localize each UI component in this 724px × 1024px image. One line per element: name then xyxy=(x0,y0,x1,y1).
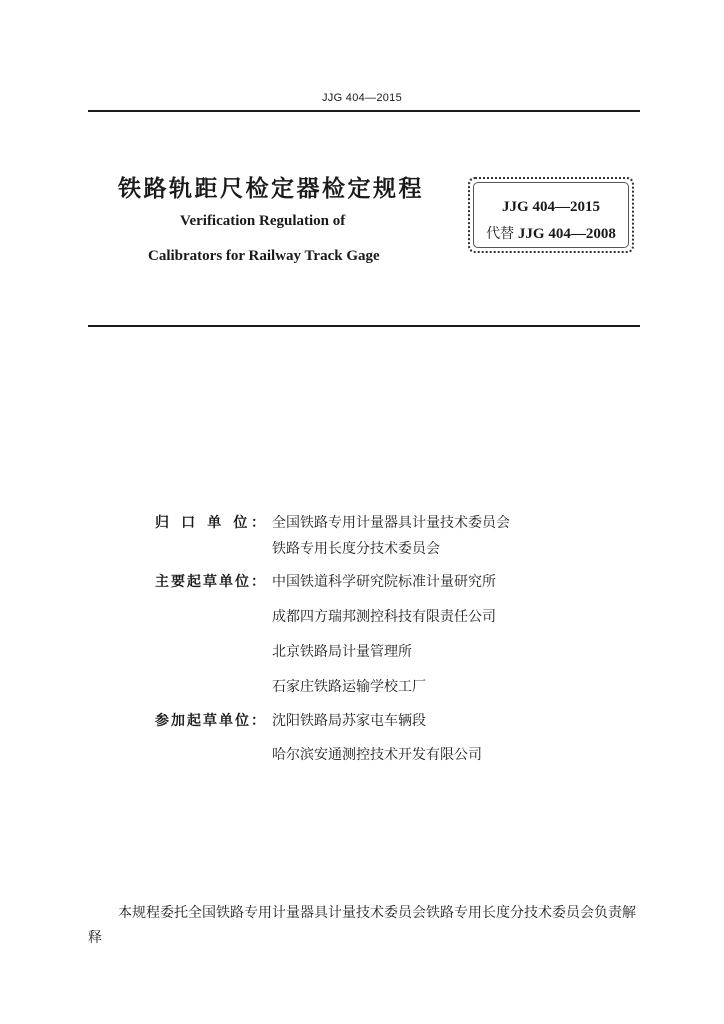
responsible-unit-1: 全国铁路专用计量器具计量技术委员会 xyxy=(272,515,510,531)
title-chinese: 铁路轨距尺检定器检定规程 xyxy=(118,176,424,202)
top-divider xyxy=(88,110,640,112)
header-standard-code: JJG 404—2015 xyxy=(321,92,403,104)
interpretation-note: 本规程委托全国铁路专用计量器具计量技术委员会铁路专用长度分技术委员会负责解释 xyxy=(88,905,636,946)
responsible-unit-2: 铁路专用长度分技术委员会 xyxy=(272,541,440,557)
participating-unit-2: 哈尔滨安通测控技术开发有限公司 xyxy=(272,747,482,763)
replaced-code: JJG 404—2008 xyxy=(517,226,616,242)
participating-unit-1: 沈阳铁路局苏家屯车辆段 xyxy=(272,713,426,729)
standard-code: JJG 404—2015 xyxy=(502,199,600,215)
main-drafting-unit-2: 成都四方瑞邦测控科技有限责任公司 xyxy=(272,609,496,625)
replaced-standard-code xyxy=(470,223,632,243)
main-drafting-unit-1: 中国铁道科学研究院标准计量研究所 xyxy=(272,574,496,590)
main-drafting-label: 主要起草单位： xyxy=(155,574,265,590)
title-english-line2: Calibrators for Railway Track Gage xyxy=(148,248,380,264)
title-english-line1: Verification Regulation of xyxy=(180,213,346,229)
main-drafting-unit-3: 北京铁路局计量管理所 xyxy=(272,644,412,660)
responsible-unit-label: 归 口 单 位： xyxy=(155,515,265,531)
participating-drafting-label: 参加起草单位： xyxy=(155,713,265,729)
replace-prefix: 代替 xyxy=(486,226,515,242)
middle-divider xyxy=(88,325,640,327)
standard-code-box xyxy=(468,177,634,253)
main-drafting-unit-4: 石家庄铁路运输学校工厂 xyxy=(272,679,426,695)
